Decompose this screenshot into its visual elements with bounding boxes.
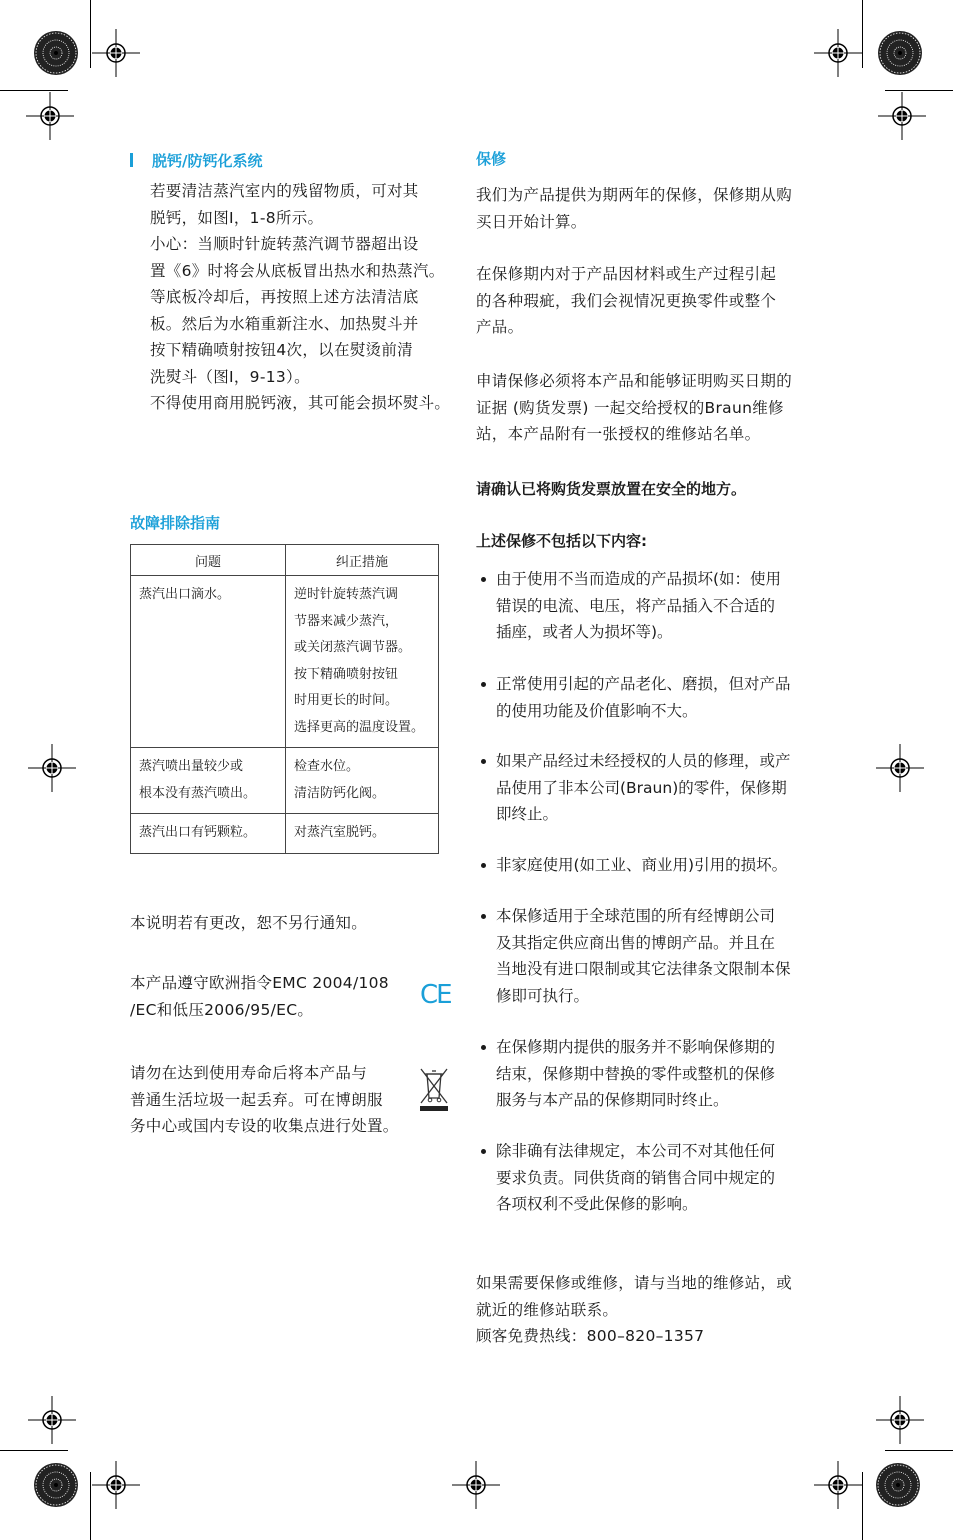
text-line: 申请保修必须将本产品和能够证明购买日期的: [476, 372, 793, 390]
exclusions-list-3: [476, 748, 836, 828]
cell-text: 蒸汽喷出量较少或: [139, 759, 244, 774]
column-header: 纠正措施: [286, 545, 439, 576]
cell-text: 按下精确喷射按钮: [294, 666, 399, 682]
text-line: 若要清洁蒸汽室内的残留物质，可对其: [150, 182, 419, 200]
list-item: [476, 903, 836, 1009]
cell-text: 蒸汽出口有钙颗粒。: [139, 825, 257, 840]
table-row: [131, 748, 439, 814]
text-line: 按下精确喷射按钮4次，以在熨烫前清: [150, 341, 413, 359]
text-line: 小心：当顺时针旋转蒸汽调节器超出设: [150, 235, 419, 253]
text-line: 在保修期内对于产品因材料或生产过程引起: [476, 265, 777, 283]
hotline-text: 顾客免费热线：800–820–1357: [476, 1327, 705, 1345]
exclusions-list-6: [476, 1034, 836, 1114]
item-text: 即终止。: [496, 805, 559, 823]
text-line: 普通生活垃圾一起丢弃。可在博朗服: [130, 1090, 383, 1109]
text-line: 我们为产品提供为期两年的保修，保修期从购: [476, 186, 793, 204]
item-text: 服务与本产品的保修期同时终止。: [496, 1091, 729, 1109]
change-notice: 本说明若有更改，恕不另行通知。: [130, 914, 368, 932]
warranty-title: 保修: [476, 150, 507, 168]
cell-text: 检查水位。: [294, 759, 360, 774]
descale-title: 脱钙/防钙化系统: [152, 152, 263, 170]
warranty-p3: [476, 368, 836, 448]
list-item: [476, 671, 836, 724]
list-item: [476, 1034, 836, 1114]
warranty-p1: [476, 182, 836, 235]
exclusions-heading: 上述保修不包括以下内容:: [476, 532, 647, 550]
cell-text: 蒸汽出口滴水。: [139, 587, 231, 602]
item-text: 如果产品经过未经授权的人员的修理，或产: [496, 752, 791, 770]
item-text: 由于使用不当而造成的产品损坏(如：使用: [496, 570, 782, 588]
text-line: 板。然后为水箱重新注水、加热熨斗并: [150, 314, 419, 333]
text-line: 证据 (购货发票) 一起交给授权的Braun维修: [476, 398, 784, 417]
item-text: 结束，保修期中替换的零件或整机的保修: [496, 1064, 776, 1083]
list-item: [476, 566, 836, 646]
table-row: [131, 576, 439, 748]
cell-text: 根本没有蒸汽喷出。: [139, 785, 257, 801]
item-text: 当地没有进口限制或其它法律条文限制本保: [496, 960, 791, 978]
list-item: [476, 1138, 836, 1218]
table-row: [131, 814, 439, 854]
cell-text: 时用更长的时间。: [294, 693, 399, 708]
item-text: 错误的电流、电压，将产品插入不合适的: [496, 596, 776, 615]
problem-cell: [131, 576, 286, 748]
text-line: 站，本产品附有一张授权的维修站名单。: [476, 425, 761, 443]
crossed-bin-icon: [418, 1066, 450, 1112]
text-line: 本产品遵守欧洲指令EMC 2004/108: [130, 974, 389, 992]
list-item: [476, 852, 836, 879]
exclusions-list-4: [476, 852, 836, 879]
problem-cell: [131, 748, 286, 814]
contact-info: [476, 1270, 836, 1350]
problem-cell: [131, 814, 286, 854]
receipt-note: 请确认已将购货发票放置在安全的地方。: [476, 480, 747, 498]
exclusions-list-7: [476, 1138, 836, 1218]
text-line: 产品。: [476, 318, 524, 336]
text-line: 脱钙，如图I，1-8所示。: [150, 208, 324, 227]
cell-text: 对蒸汽室脱钙。: [294, 825, 386, 840]
item-text: 的使用功能及价值影响不大。: [496, 701, 698, 720]
item-text: 品使用了非本公司(Braun)的零件，保修期: [496, 778, 787, 797]
text-line: 务中心或国内专设的收集点进行处置。: [130, 1117, 399, 1135]
item-text: 修即可执行。: [496, 986, 590, 1005]
item-text: 正常使用引起的产品老化、磨损，但对产品: [496, 675, 791, 693]
text-line: 买日开始计算。: [476, 212, 587, 231]
text-line: 不得使用商用脱钙液，其可能会损坏熨斗。: [150, 394, 451, 412]
exclusions-list-1: [476, 566, 836, 646]
item-text: 要求负责。同供货商的销售合同中规定的: [496, 1168, 776, 1187]
text-line: 如果需要保修或维修，请与当地的维修站，或: [476, 1274, 793, 1292]
cell-text: 清洁防钙化阀。: [294, 785, 386, 801]
list-item: [476, 748, 836, 828]
cell-text: 选择更高的温度设置。: [294, 719, 425, 735]
troubleshooting-table: [130, 544, 439, 854]
exclusions-list-5: [476, 903, 836, 1009]
text-line: 洗熨斗（图I，9-13）。: [150, 367, 310, 386]
table-header-row: [131, 545, 439, 576]
item-text: 插座，或者人为损坏等)。: [496, 623, 673, 641]
text-line: 的各种瑕疵，我们会视情况更换零件或整个: [476, 291, 777, 310]
item-text: 除非确有法律规定，本公司不对其他任何: [496, 1142, 776, 1160]
ce-statement: [130, 970, 420, 1023]
text-line: /EC和低压2006/95/EC。: [130, 1000, 314, 1019]
text-line: 置《6》时将会从底板冒出热水和热蒸汽。: [150, 261, 445, 280]
remedy-cell: [286, 814, 439, 854]
disposal-statement: [130, 1060, 420, 1140]
item-text: 在保修期内提供的服务并不影响保修期的: [496, 1038, 776, 1056]
item-text: 各项权利不受此保修的影响。: [496, 1195, 698, 1213]
item-text: 及其指定供应商出售的博朗产品。并且在: [496, 933, 776, 952]
exclusions-list-2: [476, 671, 836, 724]
text-line: 等底板冷却后，再按照上述方法清洁底: [150, 288, 419, 306]
item-text: 本保修适用于全球范围的所有经博朗公司: [496, 907, 776, 925]
ce-mark-icon: CE: [420, 980, 451, 1010]
cell-text: 或关闭蒸汽调节器。: [294, 640, 412, 655]
cell-text: 节器来减少蒸汽，: [294, 613, 399, 629]
column-header: 问题: [131, 545, 286, 576]
text-line: 请勿在达到使用寿命后将本产品与: [130, 1064, 368, 1082]
remedy-cell: [286, 576, 439, 748]
text-line: 就近的维修站联系。: [476, 1300, 619, 1319]
descale-text: [150, 178, 460, 417]
cell-text: 逆时针旋转蒸汽调: [294, 587, 399, 602]
warranty-p2: [476, 261, 836, 341]
item-text: 非家庭使用(如工业、商业用)引用的损坏。: [496, 856, 788, 874]
section-marker: [130, 153, 133, 167]
troubleshooting-title: 故障排除指南: [130, 514, 221, 532]
remedy-cell: [286, 748, 439, 814]
